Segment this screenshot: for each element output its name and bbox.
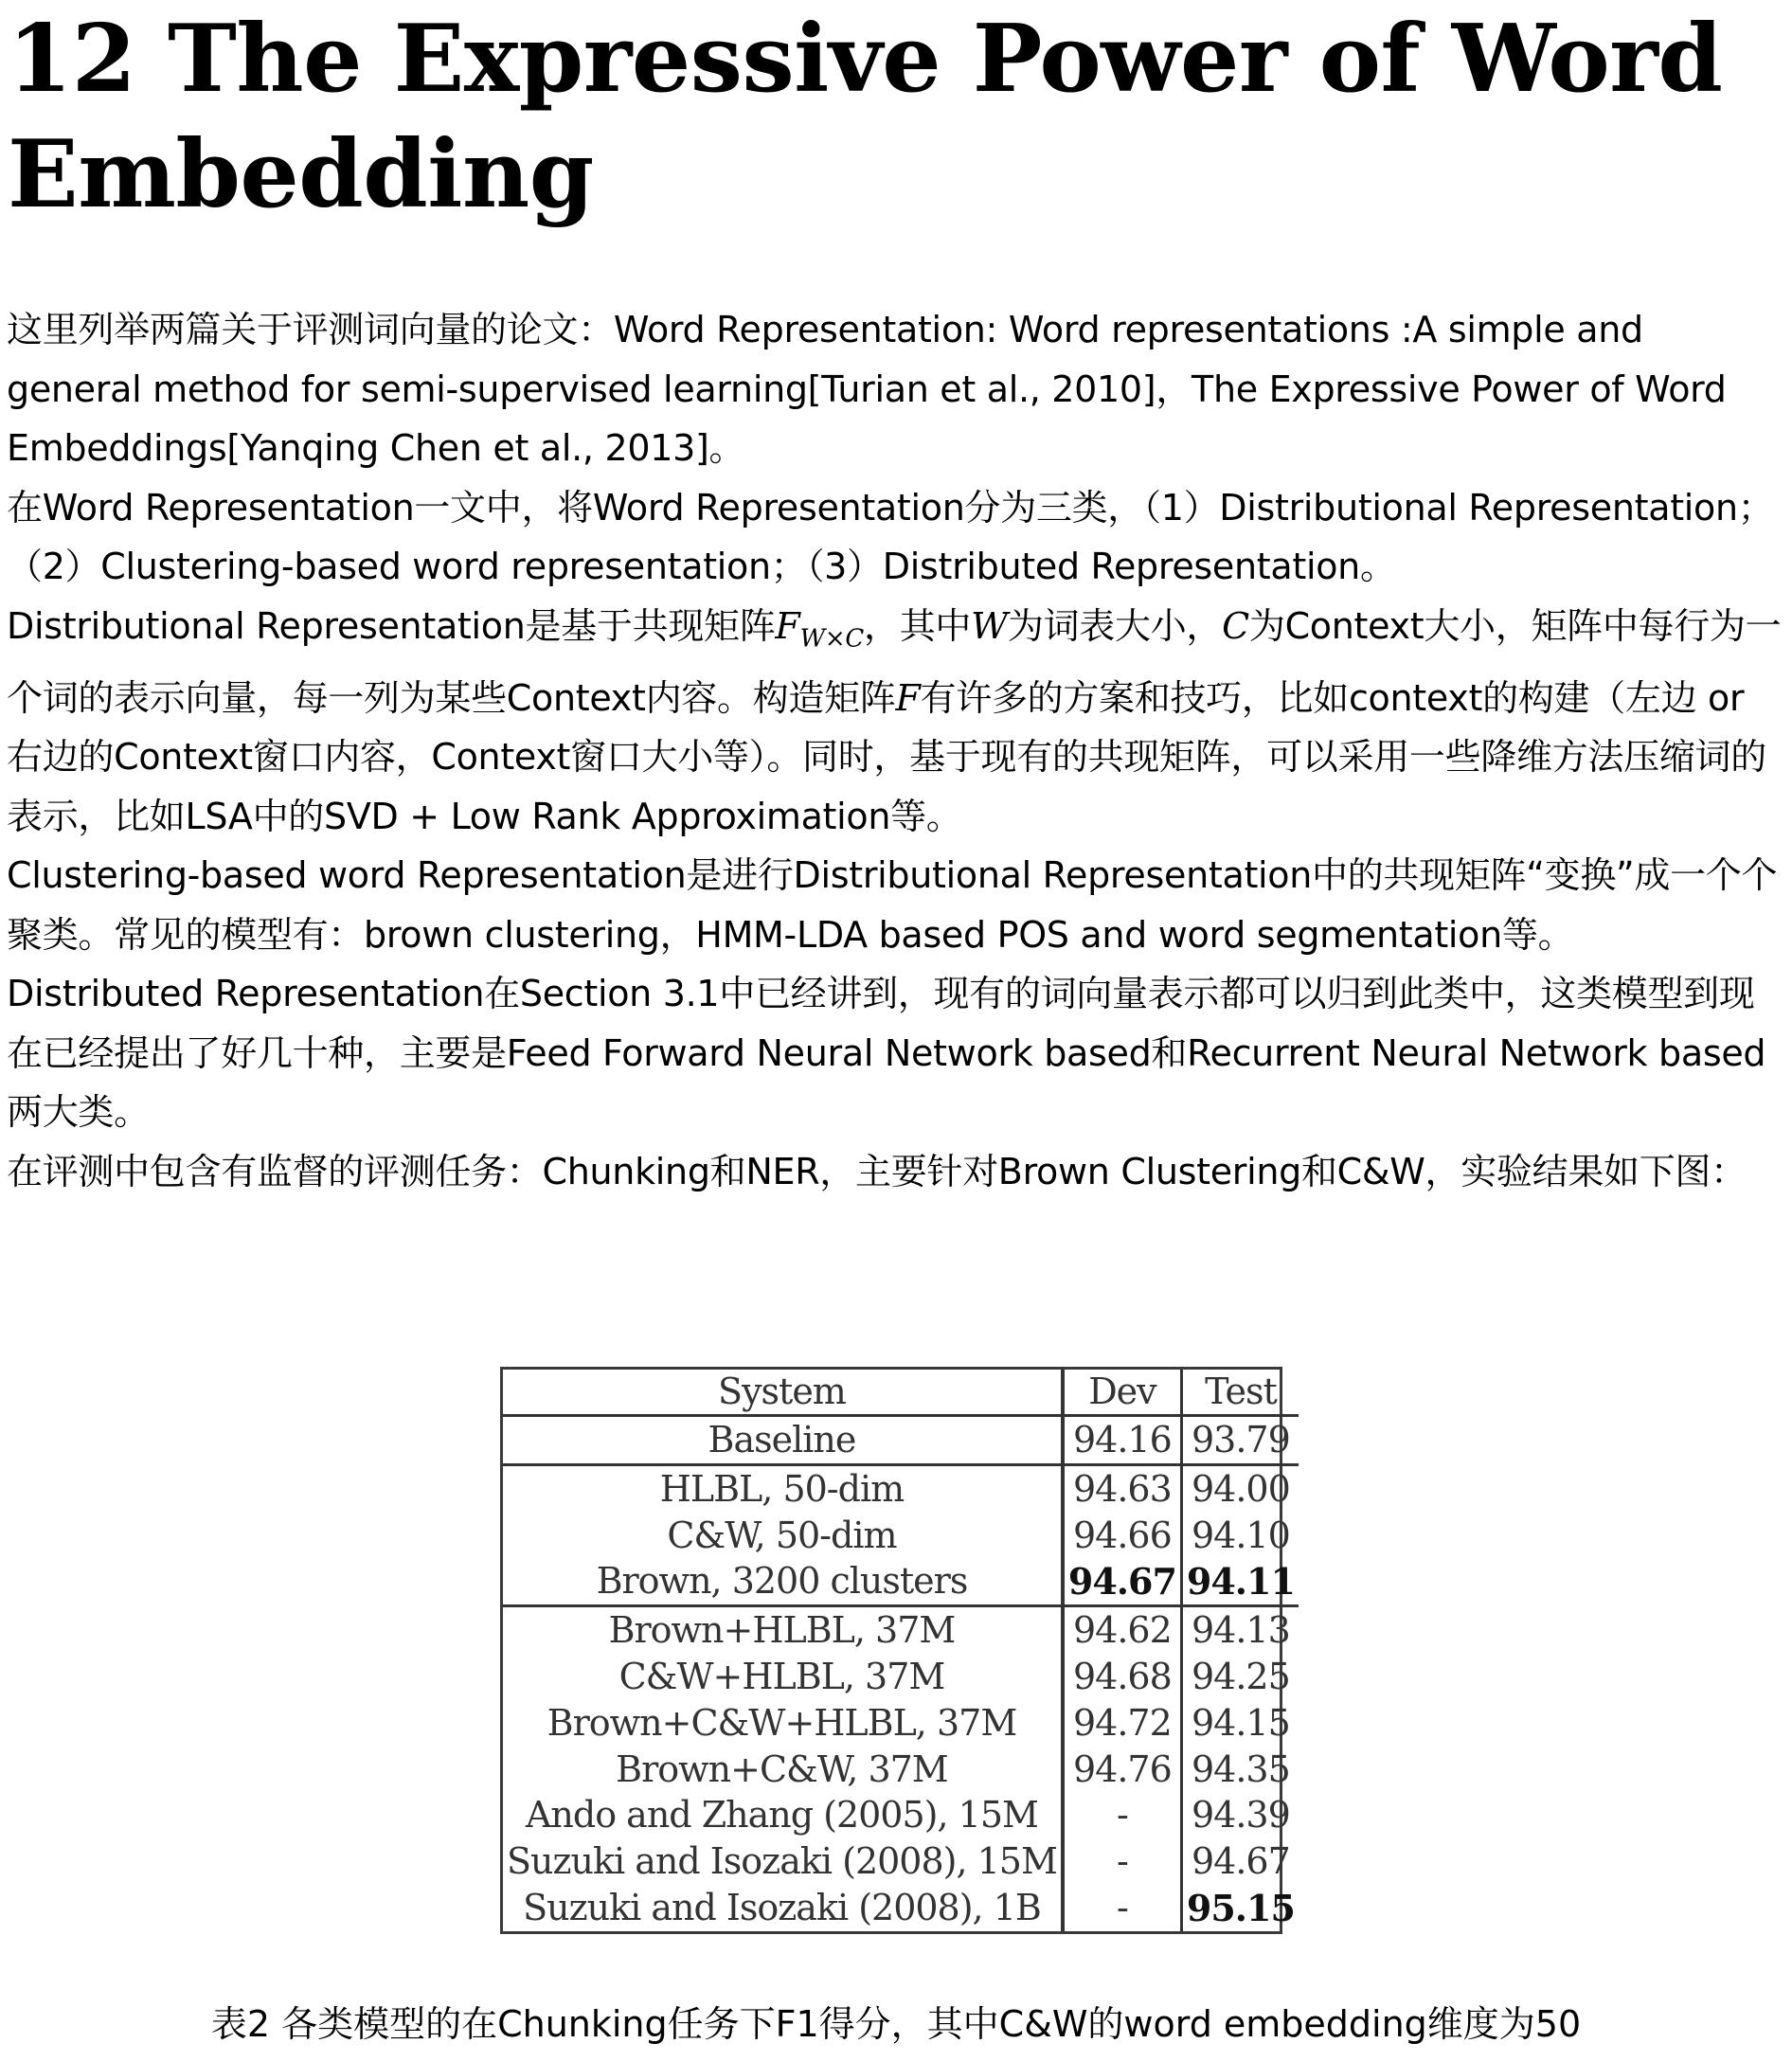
text-span: 有许多的方案和技巧，比如context的构建（左边 or 右边的Context窗口内容，Context窗口大小等）。同时，基于现有的共现矩阵，可以采用一些降维方法压缩词的表示，比如LSA中的SVD + Low Rank Approximation等。: [7, 676, 1766, 837]
cell-test: 93.79: [1181, 1416, 1299, 1465]
table-row: [503, 1559, 1299, 1606]
cell-test: 94.10: [1181, 1513, 1299, 1559]
text-span: ，其中: [864, 604, 972, 647]
table-row: [503, 1513, 1299, 1559]
text-span: 为Context大小，矩阵中每行为一个词的表示向量，每一列为某些Context内容。构造矩阵: [7, 604, 1782, 719]
text-span: Distributional Representation是基于共现矩阵: [7, 604, 776, 647]
cell-system: Brown+C&W+HLBL, 37M: [547, 1701, 1017, 1744]
cell-system: C&W+HLBL, 37M: [618, 1656, 945, 1698]
cell-test-best: 94.11: [1181, 1559, 1299, 1606]
table-row: [503, 1700, 1299, 1747]
math-symbol: F: [775, 604, 800, 647]
cell-system: HLBL, 50-dim: [503, 1464, 1063, 1512]
paragraph-three-types: 在Word Representation一文中，将Word Representation分为三类，（1）Distributional Representation；（2）Clustering-based word representation；（3）Distributed Representation。: [7, 486, 1774, 587]
cell-system: Suzuki and Isozaki (2008), 1B: [523, 1887, 1041, 1929]
cell-dev: -: [1063, 1885, 1182, 1931]
table-caption: 表2 各类模型的在Chunking任务下F1得分，其中C&W的word embedding维度为50: [210, 2003, 1582, 2045]
cell-test: 94.35: [1181, 1747, 1299, 1793]
cell-dev: 94.72: [1063, 1700, 1182, 1747]
results-table-figure: [500, 1367, 1295, 1934]
cell-system: Brown+HLBL, 37M: [503, 1606, 1063, 1654]
math-subscript: W×C: [799, 624, 865, 654]
math-W: W: [971, 604, 1008, 647]
paragraph-papers: 这里列举两篇关于评测词向量的论文：Word Representation: Word representations :A simple and general method for semi-supervised learning[Turian et al., 2010]，The Expressive Power of Word Embeddings[Yanqing Chen et al., 2013]。: [7, 309, 1727, 469]
paragraph-evaluation: 在评测中包含有监督的评测任务：Chunking和NER，主要针对Brown Clustering和C&W，实验结果如下图：: [7, 1150, 1747, 1192]
cell-dev: 94.16: [1063, 1416, 1182, 1465]
cell-dev: 94.63: [1063, 1464, 1182, 1512]
cell-test: 94.00: [1181, 1464, 1299, 1512]
table-row: [503, 1416, 1299, 1465]
cell-test: 94.67: [1181, 1838, 1299, 1885]
cell-test-best: 95.15: [1181, 1885, 1299, 1931]
math-F-matrix: [775, 604, 865, 654]
cell-dev: -: [1063, 1838, 1182, 1885]
text-span: 为词表大小，: [1007, 604, 1223, 647]
section-heading: 12 The Expressive Power of Word Embedding: [8, 5, 1723, 229]
table-row: [503, 1838, 1299, 1885]
math-F: F: [895, 676, 921, 719]
paragraph-distributed: Distributed Representation在Section 3.1中已经讲到，现有的词向量表示都可以归到此类中，这类模型到现在已经提出了好几十种，主要是Feed Forward Neural Network based和Recurrent Neural Network based两大类。: [7, 973, 1766, 1134]
cell-system: Ando and Zhang (2005), 15M: [525, 1794, 1038, 1837]
paragraph-distributional: [7, 597, 1787, 847]
cell-system: Brown, 3200 clusters: [596, 1560, 968, 1603]
results-table: [503, 1370, 1299, 1931]
table-row: [503, 1793, 1299, 1839]
header-system: System: [718, 1371, 846, 1412]
cell-dev: -: [1063, 1793, 1182, 1839]
cell-test: 94.39: [1181, 1793, 1299, 1839]
table-row: [503, 1464, 1299, 1512]
paragraph-clustering: Clustering-based word Representation是进行Distributional Representation中的共现矩阵“变换”成一个个聚类。常见的模型有：brown clustering，HMM-LDA based POS and word segmentation等。: [7, 854, 1778, 956]
math-C: C: [1222, 604, 1249, 647]
table-row: [503, 1606, 1299, 1654]
cell-dev-best: 94.67: [1063, 1559, 1182, 1606]
table-header-row: [503, 1370, 1299, 1416]
body-text: [7, 300, 1787, 1201]
cell-system: C&W, 50-dim: [667, 1514, 897, 1556]
cell-dev: 94.66: [1063, 1513, 1182, 1559]
table-row: [503, 1885, 1299, 1931]
cell-test: 94.15: [1181, 1700, 1299, 1747]
cell-system: Brown+C&W, 37M: [616, 1747, 948, 1790]
cell-system: Baseline: [503, 1416, 1063, 1465]
cell-dev: 94.76: [1063, 1747, 1182, 1793]
header-dev: Dev: [1063, 1370, 1182, 1416]
cell-system: Suzuki and Isozaki (2008), 15M: [507, 1840, 1057, 1883]
table-row: [503, 1747, 1299, 1793]
cell-dev: 94.62: [1063, 1606, 1182, 1654]
cell-test: 94.13: [1181, 1606, 1299, 1654]
cell-test: 94.25: [1181, 1654, 1299, 1700]
header-test: Test: [1181, 1370, 1299, 1416]
cell-dev: 94.68: [1063, 1654, 1182, 1700]
table-row: [503, 1654, 1299, 1700]
